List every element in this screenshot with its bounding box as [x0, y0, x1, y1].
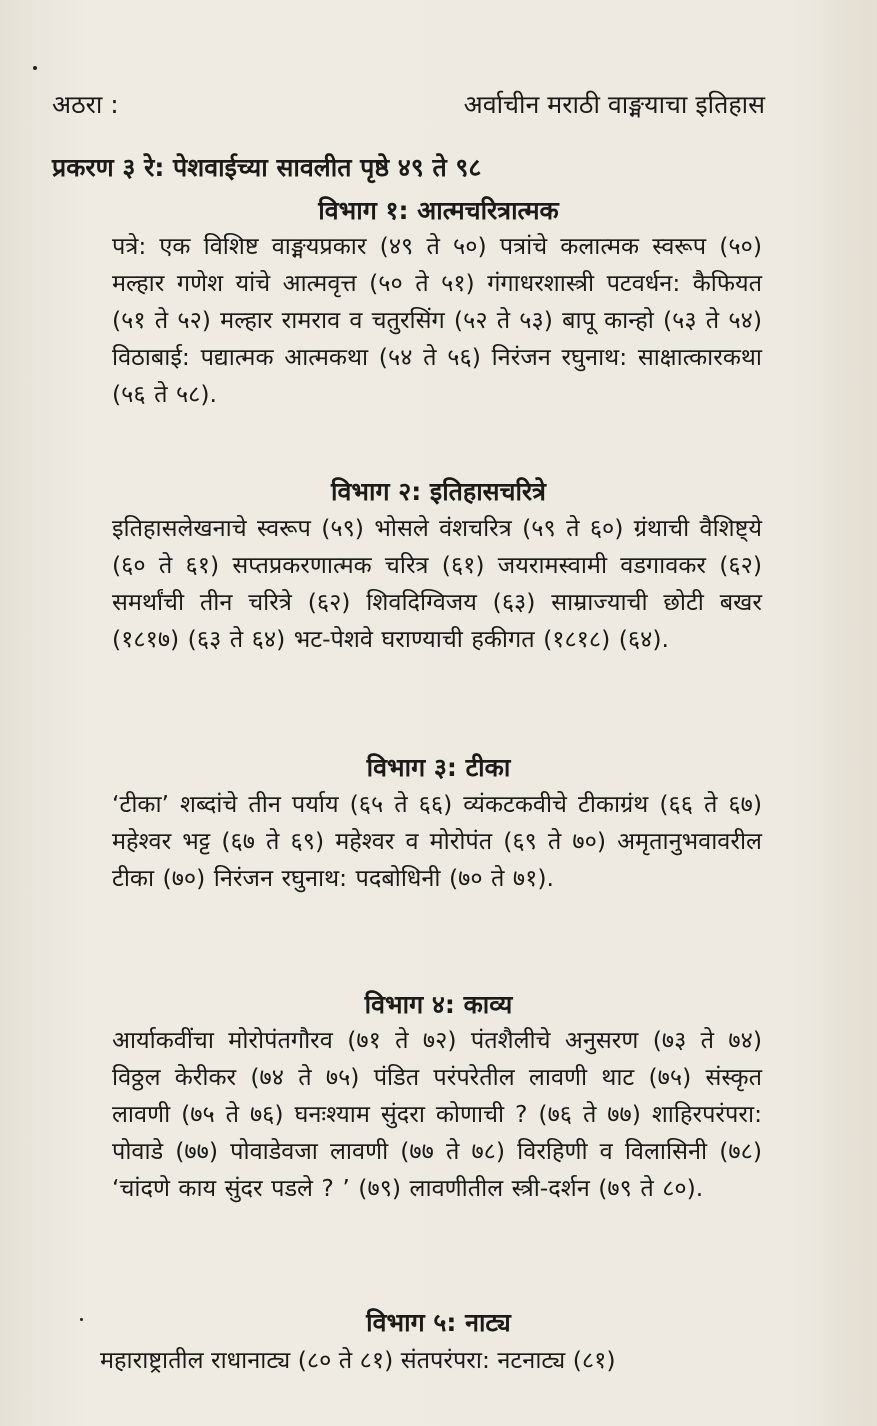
section-heading: विभाग ५: नाट्य: [366, 1308, 511, 1337]
book-title: अर्वाचीन मराठी वाङ्मयाचा इतिहास: [463, 90, 765, 119]
section-heading: विभाग ३: टीका: [366, 753, 511, 782]
ink-speck: [33, 66, 37, 70]
chapter-title: प्रकरण ३ रे: पेशवाईच्या सावलीत पृष्ठे ४९ ते ९८: [52, 153, 482, 182]
section-body: पत्रे: एक विशिष्ट वाङ्मयप्रकार (४९ ते ५०) पत्रांचे कलात्मक स्वरूप (५०) मल्हार गणेश यांचे आत्मवृत्त (५० ते ५१) गंगाधरशास्त्री पटवर्धन: कैफियत (५१ ते ५२) मल्हार रामराव व चतुरसिंग (५२ ते ५३) बापू कान्हो (५३ ते ५४) विठाबाई: पद्यात्मक आत्मकथा (५४ ते ५६) निरंजन रघुनाथ: साक्षात्कारकथा (५६ ते ५८).: [112, 232, 762, 408]
section-heading: विभाग १: आत्मचरित्रात्मक: [318, 196, 559, 225]
section-heading: विभाग ४: काव्य: [364, 990, 513, 1019]
section-body: आर्याकवींचा मोरोपंतगौरव (७१ ते ७२) पंतशैलीचे अनुसरण (७३ ते ७४) विठ्ठल केरीकर (७४ ते ७५) पंडित परंपरेतील लावणी थाट (७५) संस्कृत लावणी (७५ ते ७६) घनःश्याम सुंदरा कोणाची ? (७६ ते ७७) शाहिरपरंपरा: पोवाडे (७७) पोवाडेवजा लावणी (७७ ते ७८) विरहिणी व विलासिनी (७८) ‘चांदणे काय सुंदर पडले ? ’ (७९) लावणीतील स्त्री-दर्शन (७९ ते ८०).: [112, 1026, 762, 1202]
page-number-label: अठरा :: [52, 90, 119, 119]
section-heading: विभाग २: इतिहासचरित्रे: [331, 477, 546, 506]
running-header: [52, 84, 765, 124]
section-body: इतिहासलेखनाचे स्वरूप (५९) भोसले वंशचरित्र (५९ ते ६०) ग्रंथाची वैशिष्ट्ये (६० ते ६१) सप्तप्रकरणात्मक चरित्र (६१) जयरामस्वामी वडगावकर (६२) समर्थांची तीन चरित्रे (६२) शिवदिग्विजय (६३) साम्राज्याची छोटी बखर (१८१७) (६३ ते ६४) भट-पेशवे घराण्याची हकीगत (१८१८) (६४).: [112, 514, 762, 653]
section-body: महाराष्ट्रातील राधानाट्य (८० ते ८१) संतपरंपरा: नटनाट्य (८१): [100, 1346, 616, 1374]
section-body: ‘टीका’ शब्दांचे तीन पर्याय (६५ ते ६६) व्यंकटकवीचे टीकाग्रंथ (६६ ते ६७) महेश्वर भट्ट (६७ ते ६९) महेश्वर व मोरोपंत (६९ ते ७०) अमृतानुभवावरील टीका (७०) निरंजन रघुनाथ: पदबोधिनी (७० ते ७१).: [112, 790, 762, 892]
